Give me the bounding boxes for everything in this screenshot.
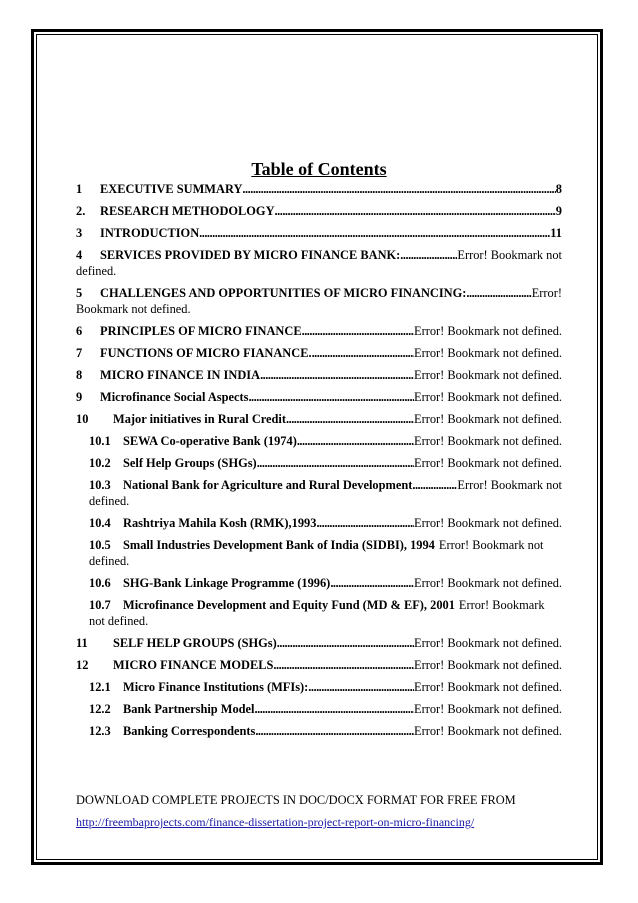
toc-entry-9[interactable] xyxy=(76,389,562,405)
toc-text: Major initiatives in Rural Credit xyxy=(113,412,286,426)
toc-leader xyxy=(277,635,414,651)
toc-number: 10 xyxy=(76,412,89,426)
toc-text: Banking Correspondents xyxy=(123,724,256,738)
toc-error: Error! Bookmark xyxy=(458,598,545,612)
toc-text: MICRO FINANCE IN INDIA xyxy=(100,368,261,382)
toc-text: EXECUTIVE SUMMARY xyxy=(100,182,243,196)
toc-entry-12-2[interactable] xyxy=(76,701,562,717)
toc-leader xyxy=(400,247,457,263)
toc-number: 10.6 xyxy=(89,576,111,590)
toc-leader xyxy=(297,433,414,449)
toc-number: 10.7 xyxy=(89,598,111,612)
toc-entry-10-1[interactable] xyxy=(76,433,562,449)
toc-text: Self Help Groups (SHGs) xyxy=(123,456,257,470)
toc-number: 10.1 xyxy=(89,434,111,448)
toc-text: Microfinance Development and Equity Fund (MD & EF), 2001 xyxy=(123,598,455,612)
toc-error-continued: Bookmark not defined. xyxy=(76,302,191,316)
toc-error-continued: not defined. xyxy=(89,614,149,628)
toc-error-continued: defined. xyxy=(89,494,130,508)
toc-number: 9 xyxy=(76,390,83,404)
toc-text: RESEARCH METHODOLOGY xyxy=(100,204,275,218)
toc-text: PRINCIPLES OF MICRO FINANCE xyxy=(100,324,302,338)
download-link[interactable]: http://freembaprojects.com/finance-dissertation-project-report-on-micro-financing/ xyxy=(76,815,475,829)
toc-text: SERVICES PROVIDED BY MICRO FINANCE BANK: xyxy=(100,248,401,262)
toc-text: SELF HELP GROUPS (SHGs) xyxy=(113,636,277,650)
toc-leader xyxy=(466,285,531,301)
toc-leader xyxy=(257,455,414,471)
toc-number: 1 xyxy=(76,182,83,196)
toc-text: Micro Finance Institutions (MFIs): xyxy=(123,680,309,694)
toc-number: 3 xyxy=(76,226,83,240)
toc-number: 7 xyxy=(76,346,83,360)
toc-leader xyxy=(412,477,457,493)
toc-error: Error! Bookmark not defined. xyxy=(414,324,562,338)
toc-entry-10-2[interactable] xyxy=(76,455,562,471)
toc-text: Rashtriya Mahila Kosh (RMK),1993 xyxy=(123,516,317,530)
toc-leader xyxy=(260,367,414,383)
toc-leader xyxy=(302,323,414,339)
toc-number: 12 xyxy=(76,658,89,672)
toc-text: National Bank for Agriculture and Rural Development xyxy=(123,478,413,492)
toc-number: 10.2 xyxy=(89,456,111,470)
toc-entry-10-7[interactable] xyxy=(76,597,562,629)
toc-text: Microfinance Social Aspects xyxy=(100,390,249,404)
toc-error: Error! Bookmark not defined. xyxy=(414,412,562,426)
toc-number: 10.4 xyxy=(89,516,111,530)
toc-page: 8 xyxy=(555,182,562,196)
toc-leader xyxy=(255,701,415,717)
toc-text: Bank Partnership Model xyxy=(123,702,255,716)
toc-page: 11 xyxy=(550,226,562,240)
toc-error: Error! Bookmark not defined. xyxy=(414,576,562,590)
toc-text: Small Industries Development Bank of India (SIDBI), 1994 xyxy=(123,538,435,552)
toc-entry-10-5[interactable] xyxy=(76,537,562,569)
toc-text: SEWA Co-operative Bank (1974) xyxy=(123,434,297,448)
toc-entry-3[interactable] xyxy=(76,225,562,241)
toc-entry-8[interactable] xyxy=(76,367,562,383)
toc-error-continued: defined. xyxy=(76,264,117,278)
toc-page: 9 xyxy=(555,204,562,218)
toc-error: Error! Bookmark not defined. xyxy=(414,434,562,448)
toc-error: Error! Bookmark not defined. xyxy=(414,680,562,694)
toc-leader xyxy=(316,515,414,531)
toc-leader xyxy=(242,181,555,197)
toc-text: MICRO FINANCE MODELS xyxy=(113,658,274,672)
toc-number: 12.1 xyxy=(89,680,111,694)
toc-entry-12-3[interactable] xyxy=(76,723,562,739)
toc-leader xyxy=(199,225,550,241)
toc-leader xyxy=(312,345,414,361)
toc-error: Error! Bookmark not defined. xyxy=(414,516,562,530)
toc-number: 2. xyxy=(76,204,86,218)
toc-entry-4[interactable] xyxy=(76,247,562,279)
toc-error: Error! Bookmark not defined. xyxy=(414,702,562,716)
toc-error: Error! Bookmark not defined. xyxy=(414,724,562,738)
toc-error: Error! Bookmark not xyxy=(438,538,544,552)
toc-text: CHALLENGES AND OPPORTUNITIES OF MICRO FINANCING: xyxy=(100,286,467,300)
toc-entry-2[interactable] xyxy=(76,203,562,219)
toc-error: Error! Bookmark not defined. xyxy=(414,636,562,650)
toc-number: 5 xyxy=(76,286,83,300)
toc-error: Error! xyxy=(531,286,562,300)
toc-error: Error! Bookmark not xyxy=(457,248,562,262)
toc-error: Error! Bookmark not xyxy=(457,478,562,492)
download-notice: DOWNLOAD COMPLETE PROJECTS IN DOC/DOCX FORMAT FOR FREE FROM xyxy=(76,793,516,807)
toc-leader xyxy=(275,203,556,219)
toc-error: Error! Bookmark not defined. xyxy=(414,658,562,672)
toc-text: INTRODUCTION xyxy=(100,226,200,240)
toc-error: Error! Bookmark not defined. xyxy=(414,390,562,404)
toc-number: 12.3 xyxy=(89,724,111,738)
table-of-contents xyxy=(76,181,562,745)
toc-entry-11[interactable] xyxy=(76,635,562,651)
toc-number: 4 xyxy=(76,248,83,262)
toc-entry-10[interactable] xyxy=(76,411,562,427)
toc-entry-1[interactable] xyxy=(76,181,562,197)
toc-number: 10.3 xyxy=(89,478,111,492)
toc-entry-10-6[interactable] xyxy=(76,575,562,591)
toc-entry-5[interactable] xyxy=(76,285,562,317)
toc-leader xyxy=(286,411,414,427)
toc-entry-10-3[interactable] xyxy=(76,477,562,509)
toc-number: 11 xyxy=(76,636,88,650)
toc-title: Table of Contents xyxy=(251,159,387,179)
toc-entry-12[interactable] xyxy=(76,657,562,673)
toc-leader xyxy=(330,575,414,591)
toc-leader xyxy=(273,657,414,673)
toc-number: 8 xyxy=(76,368,83,382)
toc-error-continued: defined. xyxy=(89,554,130,568)
toc-entry-10-4[interactable] xyxy=(76,515,562,531)
toc-entry-12-1[interactable] xyxy=(76,679,562,695)
toc-error: Error! Bookmark not defined. xyxy=(414,346,562,360)
toc-leader xyxy=(248,389,414,405)
toc-number: 12.2 xyxy=(89,702,111,716)
toc-leader xyxy=(255,723,414,739)
toc-number: 6 xyxy=(76,324,83,338)
toc-text: SHG-Bank Linkage Programme (1996) xyxy=(123,576,331,590)
toc-error: Error! Bookmark not defined. xyxy=(414,456,562,470)
toc-leader xyxy=(308,679,414,695)
toc-number: 10.5 xyxy=(89,538,111,552)
toc-error: Error! Bookmark not defined. xyxy=(414,368,562,382)
toc-entry-6[interactable] xyxy=(76,323,562,339)
toc-text: FUNCTIONS OF MICRO FIANANCE. xyxy=(100,346,312,360)
toc-entry-7[interactable] xyxy=(76,345,562,361)
